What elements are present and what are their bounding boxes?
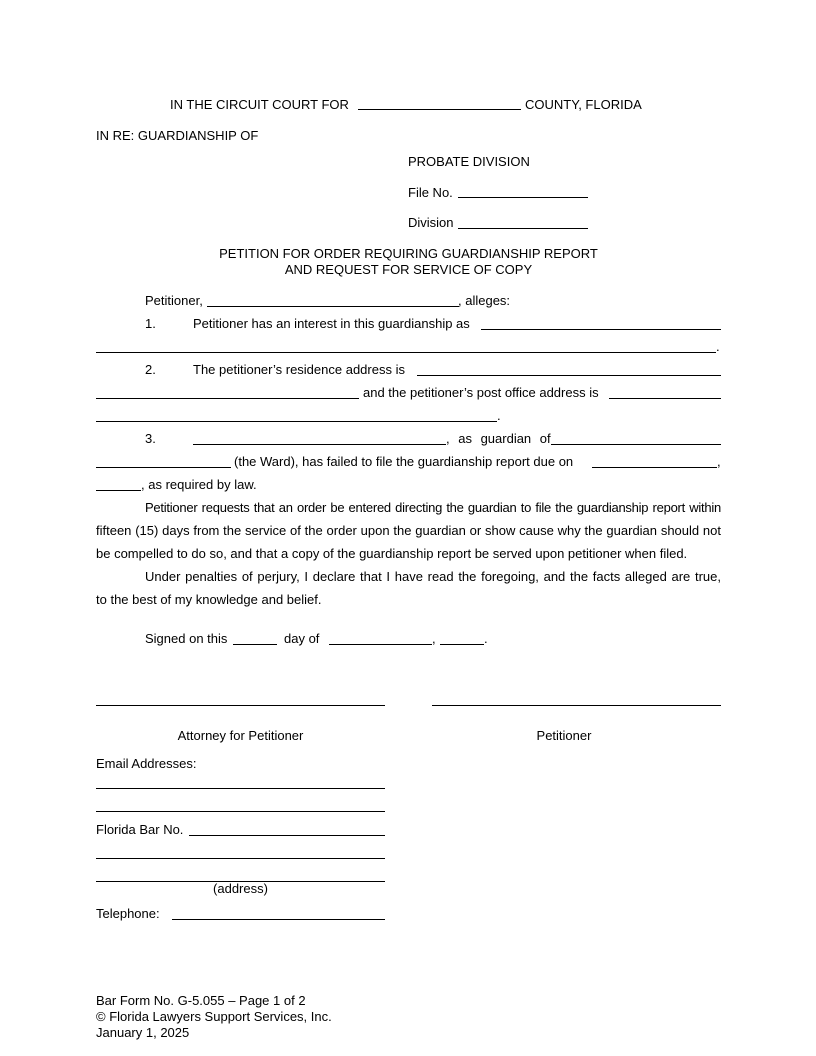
item3-number: 3. (145, 431, 156, 446)
item3-required-text: , as required by law. (141, 477, 257, 492)
signed-comma: , (432, 631, 436, 646)
residence-address-blank-continued[interactable] (96, 398, 359, 399)
email-blank-2[interactable] (96, 811, 385, 812)
file-no-blank[interactable] (458, 197, 588, 198)
form-title-line1: PETITION FOR ORDER REQUIRING GUARDIANSHIP REPORT (219, 246, 598, 261)
alleges-text: , alleges: (458, 293, 511, 308)
residence-address-blank[interactable] (417, 375, 721, 376)
email-label: Email Addresses: (96, 756, 197, 771)
telephone-label: Telephone: (96, 906, 160, 921)
address-label: (address) (213, 881, 268, 896)
petitioner-signature-line[interactable] (432, 705, 721, 706)
request-paragraph (96, 496, 721, 565)
request-line-3: be compelled to do so, and that a copy of the guardianship report be served upon petitioner when filed. (96, 546, 688, 561)
item3-ward-text: (the Ward), has failed to file the guardianship report due on (234, 454, 574, 469)
petitioner-label: Petitioner, (145, 293, 203, 308)
item3-as-guardian: , as guardian of (446, 431, 551, 446)
in-re-heading: IN RE: GUARDIANSHIP OF (96, 128, 259, 143)
report-due-year-blank[interactable] (96, 490, 141, 491)
request-line-1: Petitioner requests that an order be entered directing the guardian to file the guardianship report within (145, 500, 721, 515)
signed-day-of: day of (284, 631, 320, 646)
item1-period: . (716, 339, 720, 354)
petitioner-signature-label: Petitioner (536, 728, 592, 743)
guardian-name-blank[interactable] (193, 444, 446, 445)
bar-number-label: Florida Bar No. (96, 822, 184, 837)
email-blank-1[interactable] (96, 788, 385, 789)
division-blank[interactable] (458, 228, 588, 229)
item2-period: . (497, 408, 501, 423)
court-prefix: IN THE CIRCUIT COURT FOR (170, 97, 349, 112)
item1-number: 1. (145, 316, 156, 331)
attorney-label: Attorney for Petitioner (177, 728, 304, 743)
perjury-line-1: Under penalties of perjury, I declare that I have read the foregoing, and the facts alleged are true, (145, 569, 721, 584)
perjury-paragraph (96, 565, 721, 611)
signed-period: . (484, 631, 488, 646)
footer-copyright: © Florida Lawyers Support Services, Inc. (96, 1009, 332, 1024)
petitioner-name-blank[interactable] (207, 306, 459, 307)
footer-form-number: Bar Form No. G-5.055 – Page 1 of 2 (96, 993, 306, 1008)
file-no-label: File No. (408, 185, 453, 200)
telephone-blank[interactable] (172, 919, 385, 920)
item3-comma: , (717, 454, 721, 469)
item2-post-office-text: and the petitioner’s post office address is (363, 385, 599, 400)
division-title: PROBATE DIVISION (408, 154, 530, 169)
ward-name-blank-continued[interactable] (96, 467, 231, 468)
signed-day-blank[interactable] (233, 644, 277, 645)
address-blank-1[interactable] (96, 858, 385, 859)
interest-blank-continued[interactable] (96, 352, 716, 353)
bar-number-blank[interactable] (189, 835, 385, 836)
footer-date: January 1, 2025 (96, 1025, 190, 1040)
form-title-line2: AND REQUEST FOR SERVICE OF COPY (284, 262, 533, 277)
signed-year-blank[interactable] (440, 644, 484, 645)
court-suffix: COUNTY, FLORIDA (525, 97, 642, 112)
interest-blank[interactable] (481, 329, 721, 330)
county-blank[interactable] (358, 109, 521, 110)
item2-number: 2. (145, 362, 156, 377)
item1-text: Petitioner has an interest in this guardianship as (193, 316, 470, 331)
perjury-line-2: to the best of my knowledge and belief. (96, 592, 322, 607)
item2-text: The petitioner’s residence address is (193, 362, 405, 377)
ward-name-blank[interactable] (551, 444, 721, 445)
division-label: Division (408, 215, 454, 230)
report-due-date-blank[interactable] (592, 467, 717, 468)
post-office-address-blank[interactable] (609, 398, 721, 399)
post-office-address-blank-continued[interactable] (96, 421, 497, 422)
signed-prefix: Signed on this (145, 631, 228, 646)
signed-month-blank[interactable] (329, 644, 432, 645)
attorney-signature-line[interactable] (96, 705, 385, 706)
request-line-2: fifteen (15) days from the service of the order upon the guardian or show cause why the guardian should not (96, 523, 721, 538)
